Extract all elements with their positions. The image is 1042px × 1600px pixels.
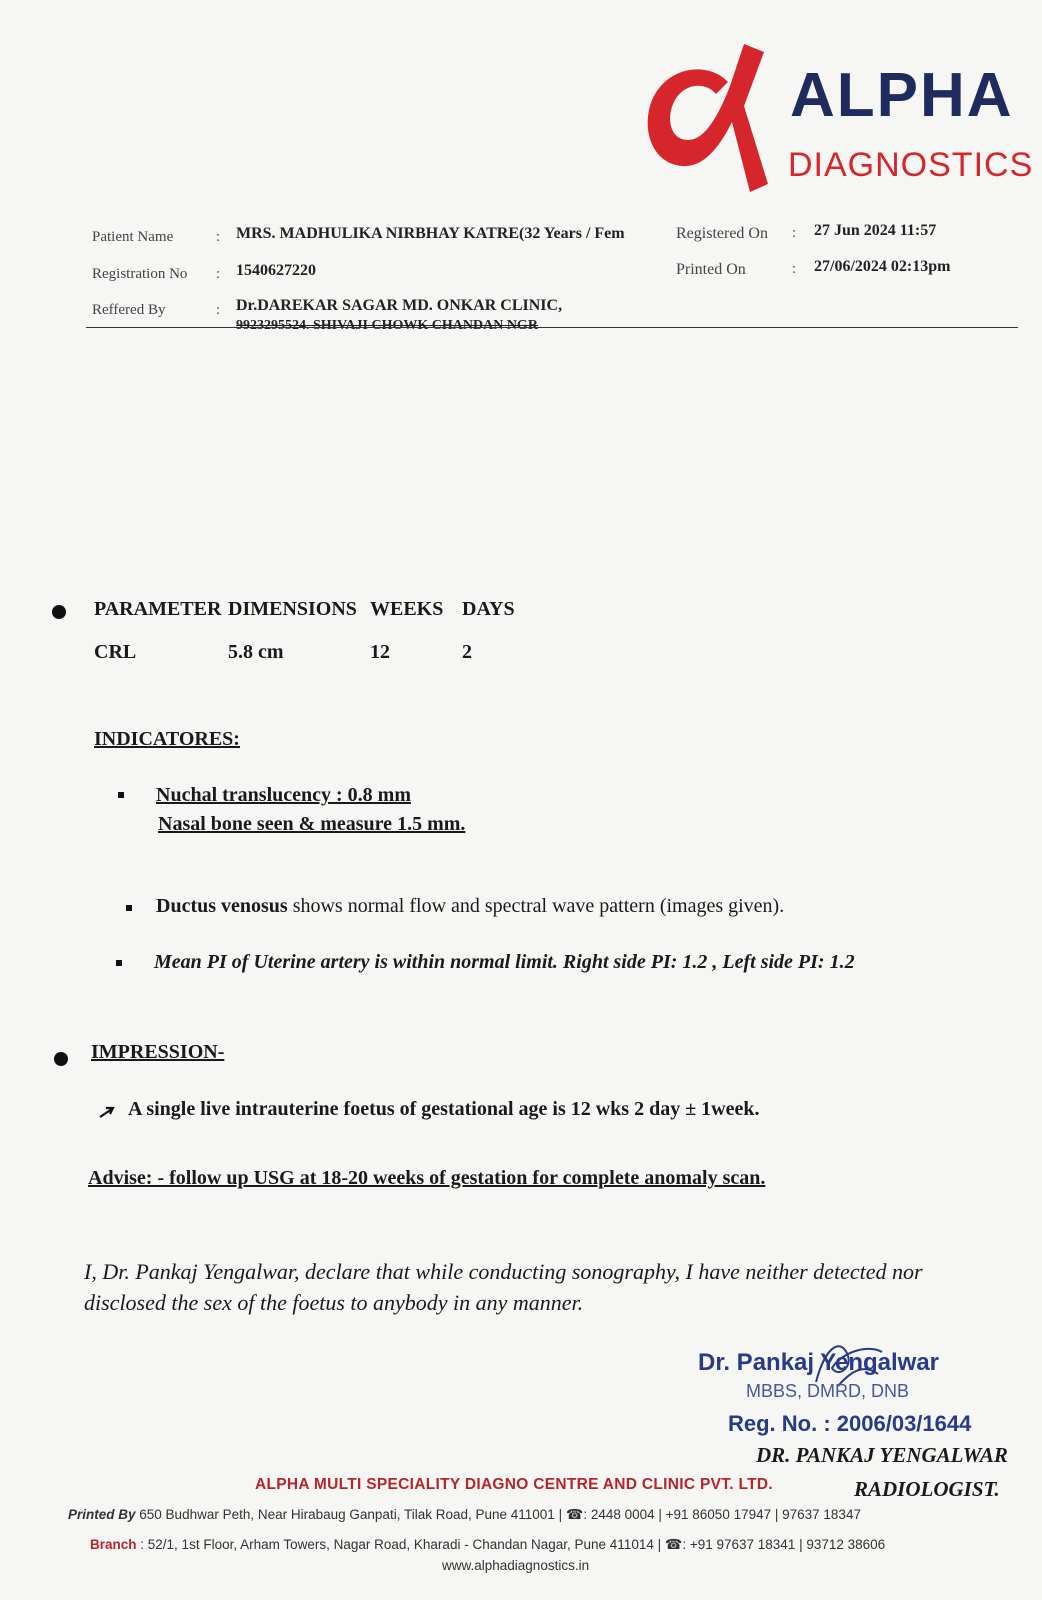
colon: : [792,261,797,277]
stamp-degree: MBBS, DMRD, DNB [746,1381,910,1401]
phone-icon: ☎ [664,1536,683,1552]
patient-name-value: MRS. MADHULIKA NIRBHAY KATRE(32 Years / Fem [236,225,625,242]
cell-parameter: CRL [94,641,137,663]
indicators-title: INDICATORES: [94,728,240,750]
registered-on-value: 27 Jun 2024 11:57 [814,222,937,239]
phone-icon: ☎ [565,1506,584,1522]
signatory-name: DR. PANKAJ YENGALWAR [756,1443,1008,1467]
square-bullet-icon [126,905,132,911]
col-dimensions: DIMENSIONS [228,598,357,620]
stamp-name: Dr. Pankaj Yengalwar [698,1349,940,1376]
impression-title: IMPRESSION- [91,1041,225,1063]
stamp-reg-no: Reg. No. : 2006/03/1644 [728,1411,972,1436]
col-parameter: PARAMETER [94,598,222,620]
nuchal-translucency: Nuchal translucency : 0.8 mm [156,784,411,806]
referred-value-line2: 9923295524. SHIVAJI CHOWK CHANDAN NGR [236,318,538,333]
printed-on-value: 27/06/2024 02:13pm [814,258,951,275]
registered-on-label: Registered On [676,225,768,242]
cell-dimension: 5.8 cm [228,641,284,663]
advise-text: Advise: - follow up USG at 18-20 weeks of gestation for complete anomaly scan. [88,1167,766,1189]
colon: : [216,302,221,318]
referred-value: Dr.DAREKAR SAGAR MD. ONKAR CLINIC, [236,297,563,314]
signatory-title: RADIOLOGIST. [854,1477,1000,1501]
arrow-bullet-icon [99,1106,115,1118]
referred-label: Reffered By [92,302,166,318]
impression-text: A single live intrauterine foetus of gestational age is 12 wks 2 day ± 1week. [128,1098,760,1120]
registration-label: Registration No [92,266,188,282]
footer-company: ALPHA MULTI SPECIALITY DIAGNO CENTRE AND CLINIC PVT. LTD. [255,1476,773,1493]
nasal-bone: Nasal bone seen & measure 1.5 mm. [158,813,466,835]
uterine-artery: Mean PI of Uterine artery is within normal limit. Right side PI: 1.2 , Left side PI: 1.2 [154,951,855,973]
cell-days: 2 [462,641,472,663]
col-days: DAYS [462,598,515,620]
footer-head-office: Printed By 650 Budhwar Peth, Near Hirabaug Ganpati, Tilak Road, Pune 411001 | ☎: 2448 0004 | +91 86050 17947 | 97637 18347 [68,1506,861,1522]
cell-weeks: 12 [370,641,390,663]
printed-on-label: Printed On [676,261,746,278]
colon: : [216,266,221,282]
declaration-text: I, Dr. Pankaj Yengalwar, declare that while conducting sonography, I have neither detected nor disclosed the sex of the foetus to anybody in any manner. [84,1259,923,1315]
registration-value: 1540627220 [236,262,316,279]
footer-branch: Branch : 52/1, 1st Floor, Arham Towers, Nagar Road, Kharadi - Chandan Nagar, Pune 411014 | ☎: +91 97637 18341 | 93712 38606 [90,1536,886,1552]
footer-website[interactable]: www.alphadiagnostics.in [442,1558,590,1573]
bullet-dot-icon [52,605,66,619]
colon: : [792,225,797,241]
patient-name-label: Patient Name [92,229,174,245]
brand-name: ALPHA [790,61,1014,130]
header-divider [86,327,1018,328]
col-weeks: WEEKS [370,598,444,620]
square-bullet-icon [118,792,124,798]
square-bullet-icon [116,960,122,966]
ductus-venosus: Ductus venosus shows normal flow and spectral wave pattern (images given). [156,895,785,917]
colon: : [216,229,221,245]
bullet-dot-icon [54,1052,68,1066]
alpha-logo-icon [640,42,770,192]
brand-subtitle: DIAGNOSTICS [788,146,1034,184]
